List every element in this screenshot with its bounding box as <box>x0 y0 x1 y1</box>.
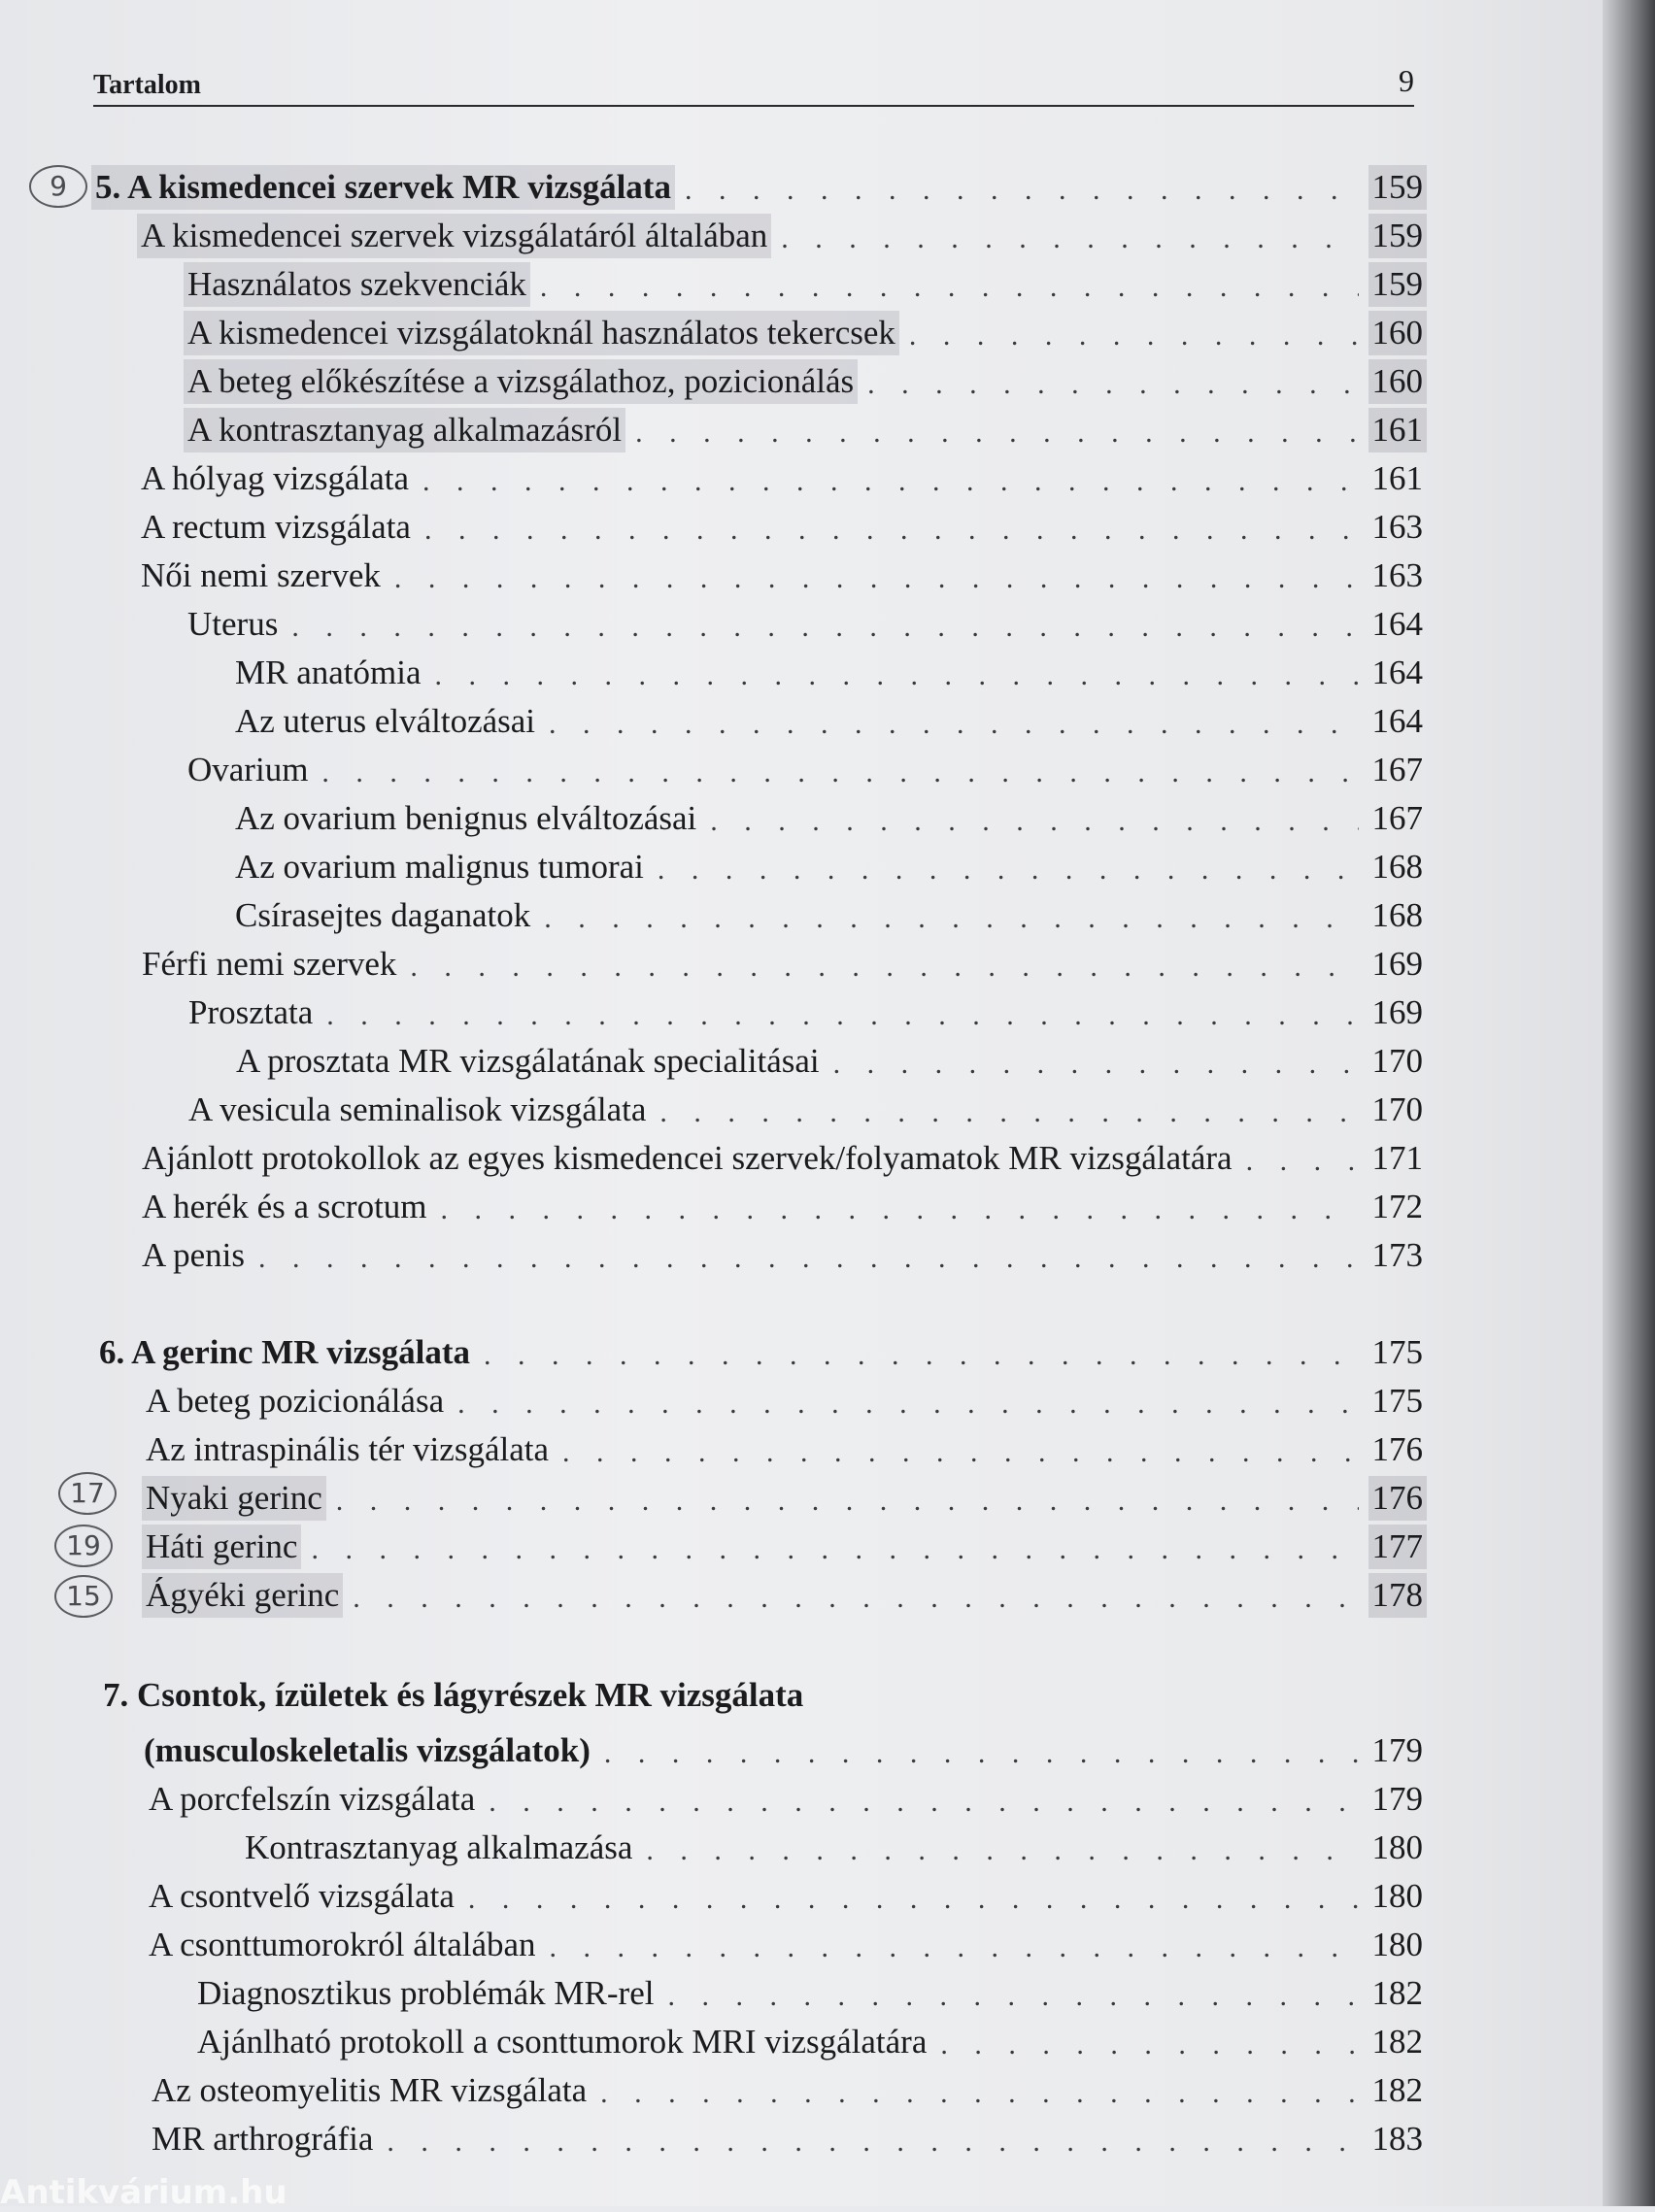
toc-page: 168 <box>1371 847 1423 886</box>
toc-page: 164 <box>1371 701 1423 740</box>
toc-chapter-7[interactable] <box>144 1725 1423 1769</box>
toc-label: A vesicula seminalisok vizsgálata <box>188 1089 647 1128</box>
toc-page: 159 <box>1371 216 1423 254</box>
toc-label: Diagnosztikus problémák MR-rel <box>197 1973 655 2012</box>
leader-dots <box>424 514 1359 546</box>
toc-entry[interactable] <box>235 841 1423 886</box>
toc-entry[interactable] <box>142 1132 1423 1177</box>
toc-label: Nyaki gerinc <box>146 1478 322 1517</box>
toc-entry[interactable] <box>187 258 1423 303</box>
toc-label: A kismedencei vizsgálatoknál használatos tekercsek <box>187 313 895 352</box>
toc-label: A beteg pozicionálása <box>146 1381 445 1420</box>
leader-dots <box>387 2126 1358 2158</box>
toc-label: Férfi nemi szervek <box>142 944 397 983</box>
leader-dots <box>781 222 1358 254</box>
toc-entry[interactable] <box>235 647 1423 691</box>
toc-page: 172 <box>1371 1187 1423 1225</box>
toc-label: MR anatómia <box>235 653 422 691</box>
header-title: Tartalom <box>93 70 201 100</box>
leader-dots <box>321 756 1358 788</box>
toc-page: 170 <box>1371 1041 1423 1080</box>
toc-label: A herék és a scrotum <box>142 1187 427 1225</box>
leader-dots <box>867 368 1358 400</box>
toc-entry[interactable] <box>197 1967 1423 2012</box>
leader-dots <box>550 1931 1359 1963</box>
leader-dots <box>410 951 1358 983</box>
toc-label: Használatos szekvenciák <box>187 264 526 303</box>
toc-label: A prosztata MR vizsgálatának specialitásai <box>236 1041 820 1080</box>
toc-page: 180 <box>1371 1876 1423 1915</box>
toc-page: 179 <box>1371 1779 1423 1818</box>
toc-page: 169 <box>1371 944 1423 983</box>
toc-label: Kontrasztanyag alkalmazása <box>245 1827 633 1866</box>
leader-dots <box>1246 1145 1359 1177</box>
toc-entry[interactable] <box>146 1569 1423 1614</box>
toc-page: 179 <box>1371 1730 1423 1769</box>
leader-dots <box>658 854 1359 886</box>
leader-dots <box>549 708 1358 740</box>
toc-label: Az osteomyelitis MR vizsgálata <box>152 2070 588 2109</box>
toc-entry[interactable] <box>149 1870 1423 1915</box>
toc-label: Az ovarium benignus elváltozásai <box>235 798 697 837</box>
leader-dots <box>457 1388 1358 1420</box>
leader-dots <box>710 805 1358 837</box>
toc-chapter-5[interactable] <box>95 161 1423 206</box>
toc-page: 182 <box>1371 2022 1423 2061</box>
leader-dots <box>468 1883 1359 1915</box>
toc-label: Ovarium <box>187 750 309 788</box>
toc-page: 164 <box>1371 653 1423 691</box>
toc-entry[interactable] <box>187 355 1423 400</box>
leader-dots <box>833 1048 1359 1080</box>
leader-dots <box>291 611 1358 643</box>
toc-entry[interactable] <box>146 1521 1423 1565</box>
handwritten-mark-19: 19 <box>54 1525 113 1567</box>
toc-entry[interactable] <box>149 1919 1423 1963</box>
toc-page: 182 <box>1371 2070 1423 2109</box>
toc-label: A beteg előkészítése a vizsgálathoz, pozicionálás <box>187 361 855 400</box>
toc-page: 167 <box>1371 798 1423 837</box>
toc-page: 173 <box>1371 1235 1423 1274</box>
handwritten-mark-15: 15 <box>54 1575 113 1618</box>
toc-label: A porcfelszín vizsgálata <box>149 1779 476 1818</box>
toc-label: A kismedencei szervek vizsgálatáról általában <box>141 216 768 254</box>
toc-page: 177 <box>1371 1526 1423 1565</box>
leader-dots <box>940 2028 1358 2061</box>
leader-dots <box>258 1242 1359 1274</box>
handwritten-mark-17: 17 <box>58 1472 117 1515</box>
toc-label: Az ovarium malignus tumorai <box>235 847 644 886</box>
leader-dots <box>353 1582 1358 1614</box>
toc-label: Női nemi szervek <box>141 555 381 594</box>
toc-entry[interactable] <box>235 695 1423 740</box>
toc-label: (musculoskeletalis vizsgálatok) <box>144 1730 591 1769</box>
leader-dots <box>646 1834 1358 1866</box>
toc-entry[interactable] <box>141 550 1423 594</box>
toc-label: Ágyéki gerinc <box>146 1575 340 1614</box>
toc-label: Háti gerinc <box>146 1526 298 1565</box>
toc-label: Ajánlott protokollok az egyes kismedencei szervek/folyamatok MR vizsgálatára <box>142 1138 1233 1177</box>
toc-entry[interactable] <box>188 987 1423 1031</box>
leader-dots <box>600 2077 1358 2109</box>
toc-chapter-7-title[interactable]: 7. Csontok, ízületek és lágyrészek MR vizsgálata <box>103 1676 804 1714</box>
toc-label: Az intraspinális tér vizsgálata <box>146 1429 549 1468</box>
leader-dots <box>435 659 1359 691</box>
leader-dots <box>604 1737 1359 1769</box>
toc-label: 6. A gerinc MR vizsgálata <box>99 1332 471 1371</box>
toc-entry[interactable] <box>152 2064 1423 2109</box>
toc-label: 5. A kismedencei szervek MR vizsgálata <box>95 167 671 206</box>
toc-page: 159 <box>1371 264 1423 303</box>
toc-entry[interactable] <box>245 1822 1423 1866</box>
leader-dots <box>659 1096 1358 1128</box>
toc-entry[interactable] <box>197 2016 1423 2061</box>
toc-page: 175 <box>1371 1332 1423 1371</box>
toc-page: 170 <box>1371 1089 1423 1128</box>
toc-label: MR arthrográfia <box>152 2119 374 2158</box>
toc-entry[interactable] <box>188 1084 1423 1128</box>
leader-dots <box>336 1485 1359 1517</box>
toc-label: A hólyag vizsgálata <box>141 458 410 497</box>
toc-label: Prosztata <box>188 992 314 1031</box>
toc-page: 168 <box>1371 895 1423 934</box>
toc-entry[interactable] <box>152 2113 1423 2158</box>
page-edge-shadow <box>1603 0 1655 2206</box>
toc-page: 180 <box>1371 1827 1423 1866</box>
toc-entry[interactable] <box>235 889 1423 934</box>
toc-page: 175 <box>1371 1381 1423 1420</box>
toc-entry[interactable] <box>146 1375 1423 1420</box>
leader-dots <box>311 1533 1358 1565</box>
leader-dots <box>484 1339 1358 1371</box>
toc-page: 161 <box>1371 458 1423 497</box>
toc-entry[interactable] <box>141 210 1423 254</box>
toc-label: A rectum vizsgálata <box>141 507 411 546</box>
toc-page: 176 <box>1371 1429 1423 1468</box>
leader-dots <box>422 465 1358 497</box>
toc-entry[interactable] <box>187 307 1423 352</box>
toc-entry[interactable] <box>141 452 1423 497</box>
leader-dots <box>489 1786 1358 1818</box>
toc-entry[interactable] <box>142 1229 1423 1274</box>
leader-dots <box>635 417 1358 449</box>
leader-dots <box>562 1436 1359 1468</box>
toc-entry[interactable] <box>187 404 1423 449</box>
toc-chapter-6[interactable] <box>99 1326 1423 1371</box>
toc-page: 169 <box>1371 992 1423 1031</box>
toc-page: 161 <box>1371 410 1423 449</box>
toc-entry[interactable] <box>187 598 1423 643</box>
toc-entry[interactable] <box>142 938 1423 983</box>
toc-entry[interactable] <box>235 792 1423 837</box>
leader-dots <box>441 1193 1359 1225</box>
toc-page: 163 <box>1371 507 1423 546</box>
toc-label: Az uterus elváltozásai <box>235 701 536 740</box>
toc-page: 159 <box>1371 167 1423 206</box>
toc-entry[interactable] <box>142 1181 1423 1225</box>
toc-label: Uterus <box>187 604 279 643</box>
toc-entry[interactable] <box>146 1424 1423 1468</box>
toc-label: A kontrasztanyag alkalmazásról <box>187 410 623 449</box>
header-page-number: 9 <box>1399 63 1414 98</box>
toc-page: 160 <box>1371 361 1423 400</box>
leader-dots <box>540 271 1359 303</box>
toc-page: 163 <box>1371 555 1423 594</box>
toc-entry[interactable] <box>149 1773 1423 1818</box>
toc-page: 180 <box>1371 1925 1423 1963</box>
watermark: Antikvárium.hu <box>0 2173 287 2212</box>
toc-label: A penis <box>142 1235 245 1274</box>
toc-entry[interactable] <box>146 1472 1423 1517</box>
toc-entry[interactable] <box>141 501 1423 546</box>
toc-label: Csírasejtes daganatok <box>235 895 531 934</box>
leader-dots <box>544 902 1358 934</box>
toc-page: 183 <box>1371 2119 1423 2158</box>
toc-page: 167 <box>1371 750 1423 788</box>
toc-label: Ajánlható protokoll a csonttumorok MRI vizsgálatára <box>197 2022 928 2061</box>
toc-label: A csontvelő vizsgálata <box>149 1876 455 1915</box>
handwritten-mark-9: 9 <box>29 165 87 208</box>
leader-dots <box>909 319 1359 352</box>
toc-page: 176 <box>1371 1478 1423 1517</box>
toc-page: 178 <box>1371 1575 1423 1614</box>
toc-page: 160 <box>1371 313 1423 352</box>
toc-entry[interactable] <box>187 744 1423 788</box>
toc-page: 182 <box>1371 1973 1423 2012</box>
toc-entry[interactable] <box>236 1035 1423 1080</box>
leader-dots <box>394 562 1359 594</box>
leader-dots <box>326 999 1358 1031</box>
toc-page: 171 <box>1371 1138 1423 1177</box>
toc-page: 164 <box>1371 604 1423 643</box>
leader-dots <box>667 1980 1358 2012</box>
toc-label: A csonttumorokról általában <box>149 1925 536 1963</box>
leader-dots <box>685 174 1359 206</box>
